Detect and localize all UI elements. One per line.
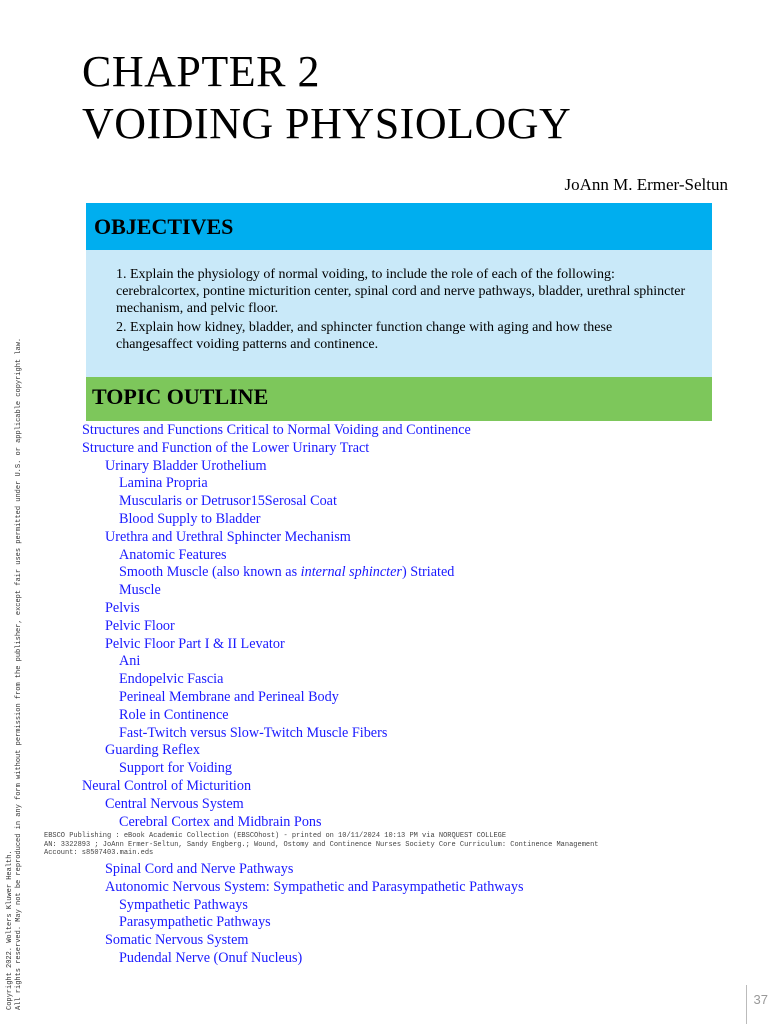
print-note-line-2: AN: 3322893 ; JoAnn Ermer-Seltun, Sandy Engberg.; Wound, Ostomy and Continence Nurses Society Core Curriculum: Continence Management: [44, 840, 599, 849]
outline-item[interactable]: Neural Control of Micturition: [82, 777, 252, 794]
outline-item[interactable]: Ani: [119, 653, 141, 670]
author-name: JoAnn M. Ermer-Seltun: [564, 175, 728, 194]
outline-item[interactable]: Central Nervous System: [105, 795, 244, 812]
outline-item[interactable]: Spinal Cord and Nerve Pathways: [105, 861, 294, 877]
print-note-line-1: EBSCO Publishing : eBook Academic Collection (EBSCOhost) - printed on 10/11/2024 10:13 PM via NORQUEST COLLEGE: [44, 832, 507, 840]
outline-item[interactable]: Cerebral Cortex and Midbrain Pons: [119, 813, 322, 830]
chapter-number: CHAPTER 2: [82, 47, 320, 96]
copyright-line-1: Copyright 2022. Wolters Kluwer Health.: [6, 850, 14, 1010]
outline-item-italic-text: internal sphincter: [300, 564, 402, 581]
objectives-list: [116, 266, 692, 353]
outline-item[interactable]: Structures and Functions Critical to Normal Voiding and Continence: [82, 422, 471, 438]
outline-item[interactable]: Urinary Bladder Urothelium: [105, 457, 267, 474]
outline-item[interactable]: Autonomic Nervous System: Sympathetic and Parasympathetic Pathways: [105, 878, 524, 895]
outline-item[interactable]: Lamina Propria: [119, 475, 208, 492]
outline-item[interactable]: Role in Continence: [119, 706, 229, 723]
outline-item-text: ) Striated: [401, 564, 455, 581]
objective-number: 2.: [116, 320, 127, 335]
page-number: 37: [753, 992, 768, 1007]
outline-item[interactable]: Guarding Reflex: [105, 742, 200, 759]
outline-item[interactable]: Fast-Twitch versus Slow-Twitch Muscle Fibers: [119, 724, 388, 741]
outline-item[interactable]: Sympathetic Pathways: [119, 896, 248, 913]
print-note-line-3: Account: s8507403.main.eds: [44, 849, 154, 857]
outline-item[interactable]: Pelvic Floor: [105, 617, 175, 634]
objectives-heading: OBJECTIVES: [86, 203, 712, 250]
objective-text: Explain the physiology of normal voiding, to include the role of each of the following: cerebralcortex, pontine micturition center, spinal cord and nerve pathways, bladder, urethral sphincter mechanism, and pelvic floor.: [116, 267, 686, 316]
copyright-line-2: All rights reserved. May not be reproduced in any form without permission from the publisher, except fair uses permitted under U.S. or applicable copyright law.: [15, 337, 23, 1010]
objective-number: 1.: [116, 267, 127, 282]
outline-item[interactable]: Blood Supply to Bladder: [119, 510, 261, 527]
outline-item[interactable]: Pudendal Nerve (Onuf Nucleus): [119, 949, 303, 966]
outline-item-text: Smooth Muscle (also known as: [119, 564, 301, 581]
outline-item[interactable]: Structure and Function of the Lower Urinary Tract: [82, 439, 370, 456]
outline-item[interactable]: Support for Voiding: [119, 760, 232, 777]
ebsco-print-note: [44, 832, 744, 858]
topic-outline-list-continued: [82, 861, 722, 968]
outline-item[interactable]: Anatomic Features: [119, 546, 227, 563]
outline-item[interactable]: Pelvis: [105, 599, 140, 616]
outline-item[interactable]: Muscle: [119, 582, 161, 599]
outline-item[interactable]: Endopelvic Fascia: [119, 671, 224, 688]
objectives-box: [86, 250, 712, 377]
outline-item[interactable]: Urethra and Urethral Sphincter Mechanism: [105, 528, 351, 545]
objective-item: [116, 319, 692, 353]
side-copyright-notice: [6, 250, 24, 1010]
chapter-title: [82, 46, 571, 150]
outline-item[interactable]: [82, 564, 722, 582]
outline-item[interactable]: Muscularis or Detrusor15Serosal Coat: [119, 493, 337, 510]
outline-item[interactable]: Perineal Membrane and Perineal Body: [119, 688, 339, 705]
chapter-name: VOIDING PHYSIOLOGY: [82, 99, 572, 148]
topic-outline-list: [82, 422, 722, 831]
objective-text: Explain how kidney, bladder, and sphincter function change with aging and how these changesaffect voiding patterns and continence.: [116, 320, 613, 352]
objective-item: [116, 266, 692, 317]
outline-item[interactable]: Somatic Nervous System: [105, 932, 249, 949]
page-edge-divider: [746, 985, 747, 1024]
topic-outline-heading: TOPIC OUTLINE: [86, 377, 712, 421]
outline-item[interactable]: Parasympathetic Pathways: [119, 914, 271, 931]
outline-item[interactable]: Pelvic Floor Part I & II Levator: [105, 635, 285, 652]
